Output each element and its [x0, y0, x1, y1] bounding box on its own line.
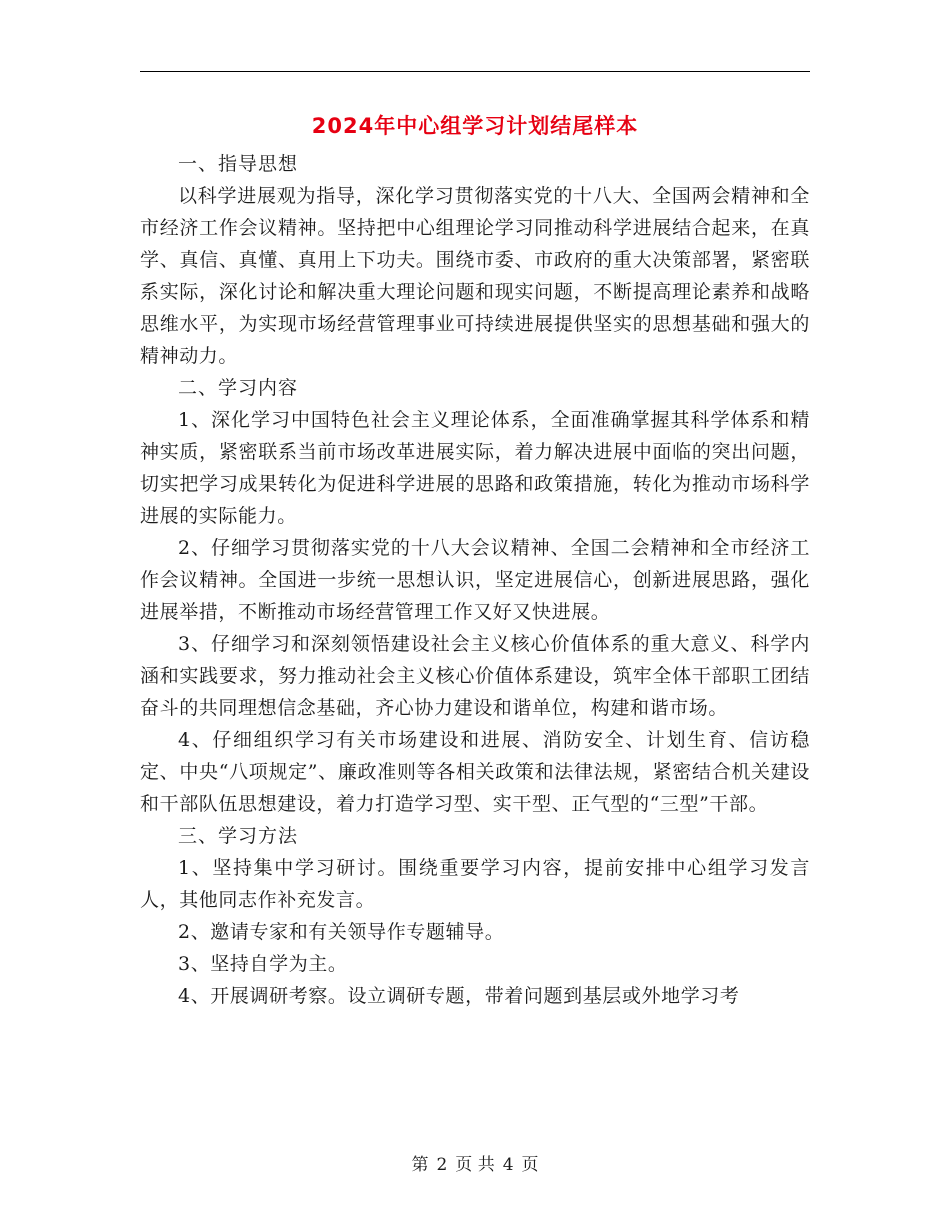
footer-prefix: 第	[411, 1155, 429, 1175]
paragraph-content-item-2: 2、仔细学习贯彻落实党的十八大会议精神、全国二会精神和全市经济工作会议精神。全国进一步统一思想认识，坚定进展信心，创新进展思路，强化进展举措，不断推动市场经营管理工作又好又快进展。	[140, 537, 810, 623]
paragraph-method-item-3: 3、坚持自学为主。	[178, 953, 348, 975]
paragraph-guiding-ideology: 以科学进展观为指导，深化学习贯彻落实党的十八大、全国两会精神和全市经济工作会议精神。坚持把中心组理论学习同推动科学进展结合起来，在真学、真信、真懂、真用上下功夫。围绕市委、市政府的重大决策部署，紧密联系实际，深化讨论和解决重大理论问题和现实问题，不断提高理论素养和战略思维水平，为实现市场经营管理事业可持续进展提供坚实的思想基础和强大的精神动力。	[140, 185, 810, 367]
paragraph-method-item-2: 2、邀请专家和有关领导作专题辅导。	[178, 921, 505, 943]
paragraph-method-item-4: 4、开展调研考察。设立调研专题，带着问题到基层或外地学习考	[178, 985, 740, 1007]
footer-middle: 页 共	[455, 1155, 495, 1175]
paragraph-content-item-3: 3、仔细学习和深刻领悟建设社会主义核心价值体系的重大意义、科学内涵和实践要求，努力推动社会主义核心价值体系建设，筑牢全体干部职工团结奋斗的共同理想信念基础，齐心协力建设和谐单位，构建和谐市场。	[140, 633, 810, 719]
header-rule	[140, 71, 810, 72]
paragraph-content-item-1: 1、深化学习中国特色社会主义理论体系，全面准确掌握其科学体系和精神实质，紧密联系当前市场改革进展实际，着力解决进展中面临的突出问题，切实把学习成果转化为促进科学进展的思路和政策措施，转化为推动市场科学进展的实际能力。	[140, 409, 810, 527]
section-heading-guiding-ideology: 一、指导思想	[178, 153, 299, 175]
page-footer	[0, 1152, 950, 1178]
footer-suffix: 页	[521, 1155, 539, 1175]
section-heading-study-method: 三、学习方法	[178, 825, 299, 847]
document-body	[140, 148, 810, 1012]
footer-total-pages: 4	[502, 1155, 514, 1175]
paragraph-content-item-4: 4、仔细组织学习有关市场建设和进展、消防安全、计划生育、信访稳定、中央“八项规定”、廉政准则等各相关政策和法律法规，紧密结合机关建设和干部队伍思想建设，着力打造学习型、实干型、正气型的“三型”干部。	[140, 729, 810, 815]
section-heading-study-content: 二、学习内容	[178, 377, 299, 399]
document-title: 2024年中心组学习计划结尾样本	[311, 114, 639, 138]
footer-page-number: 2	[436, 1155, 448, 1175]
paragraph-method-item-1: 1、坚持集中学习研讨。围绕重要学习内容，提前安排中心组学习发言人，其他同志作补充发言。	[140, 857, 810, 911]
